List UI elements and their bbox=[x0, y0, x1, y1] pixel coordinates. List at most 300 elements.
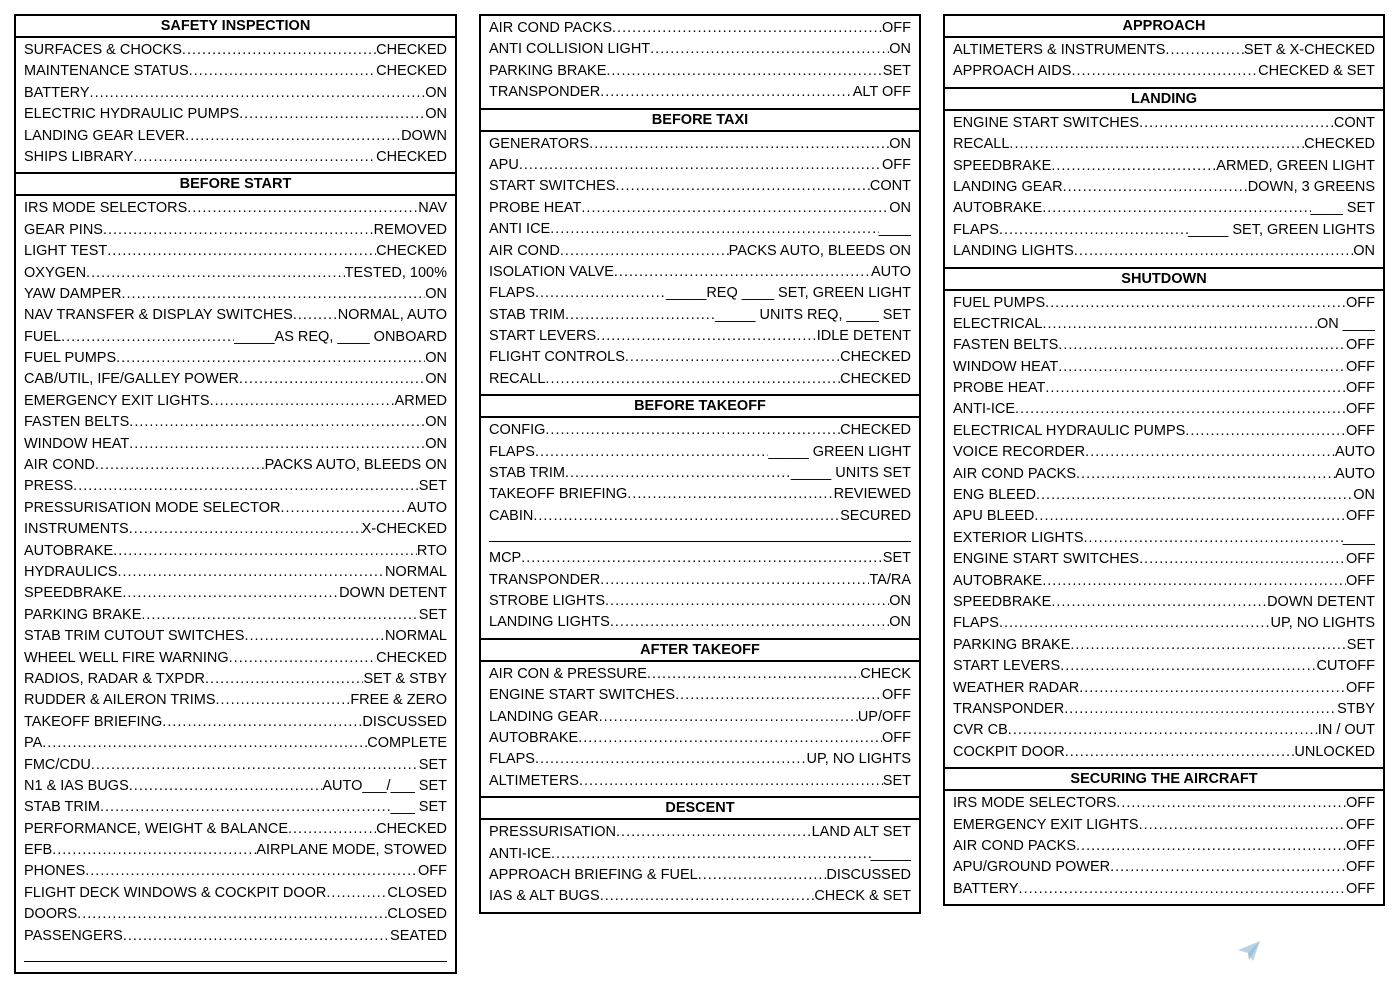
leader-dots bbox=[244, 628, 384, 644]
item-value: CHECKED & SET bbox=[1258, 63, 1375, 80]
item-value: NORMAL bbox=[384, 628, 447, 645]
checklist-item bbox=[24, 885, 447, 906]
leader-dots bbox=[86, 265, 345, 281]
section-after-takeoff bbox=[479, 638, 921, 796]
checklist-item bbox=[489, 41, 911, 62]
leader-dots bbox=[205, 671, 363, 687]
item-value: OFF bbox=[1346, 508, 1375, 525]
item-value: OFF bbox=[1346, 795, 1375, 812]
checklist-item bbox=[953, 401, 1375, 422]
item-label: PHONES bbox=[24, 863, 86, 880]
item-label: IRS MODE SELECTORS bbox=[953, 795, 1117, 812]
item-label: LANDING LIGHTS bbox=[953, 243, 1074, 260]
checklist-item bbox=[24, 564, 447, 585]
checklist-item bbox=[24, 928, 447, 949]
leader-dots bbox=[239, 106, 425, 122]
section-before-start bbox=[14, 172, 457, 974]
section-shutdown bbox=[943, 267, 1385, 768]
item-value: ON bbox=[425, 285, 447, 302]
leader-dots bbox=[565, 465, 791, 481]
leader-dots bbox=[551, 846, 871, 862]
item-label: APPROACH BRIEFING & FUEL bbox=[489, 866, 698, 883]
item-value: CHECKED bbox=[376, 243, 447, 260]
item-value: OFF bbox=[1346, 358, 1375, 375]
item-label: PRESS bbox=[24, 478, 74, 495]
item-label: FMC/CDU bbox=[24, 756, 91, 773]
item-value: CUTOFF bbox=[1316, 658, 1375, 675]
item-label: ENGINE START SWITCHES bbox=[953, 551, 1140, 568]
leader-dots bbox=[116, 350, 425, 366]
item-label: TAKEOFF BRIEFING bbox=[489, 486, 628, 503]
item-label: SPEEDBRAKE bbox=[24, 585, 123, 602]
leader-dots bbox=[600, 84, 853, 100]
checklist-item bbox=[24, 106, 447, 127]
item-label: ANTI COLLISION LIGHT bbox=[489, 41, 651, 58]
checklist-item bbox=[953, 817, 1375, 838]
checklist-item bbox=[24, 265, 447, 286]
checklist-column-left bbox=[14, 14, 457, 974]
checklist-item bbox=[489, 867, 911, 888]
leader-dots bbox=[625, 349, 840, 365]
leader-dots bbox=[533, 508, 840, 524]
checklist-item bbox=[24, 607, 447, 628]
checklist-item bbox=[489, 846, 911, 867]
leader-dots bbox=[229, 650, 376, 666]
item-label: BATTERY bbox=[953, 880, 1019, 897]
checklist-item bbox=[953, 380, 1375, 401]
item-label: GENERATORS bbox=[489, 135, 590, 152]
leader-dots bbox=[1139, 115, 1334, 131]
item-label: PERFORMANCE, WEIGHT & BALANCE bbox=[24, 820, 288, 837]
item-value: ____ bbox=[878, 221, 911, 238]
leader-dots bbox=[545, 371, 840, 387]
leader-dots bbox=[1045, 295, 1346, 311]
section-landing bbox=[943, 87, 1385, 267]
checklist-item bbox=[489, 243, 911, 264]
item-label: STAB TRIM bbox=[24, 799, 100, 816]
item-value: ON bbox=[1353, 243, 1375, 260]
leader-dots bbox=[1074, 243, 1353, 259]
item-value: AUTO bbox=[1334, 444, 1375, 461]
item-value: OFF bbox=[882, 729, 911, 746]
checklist-item bbox=[489, 264, 911, 285]
leader-dots bbox=[521, 550, 883, 566]
item-label: SPEEDBRAKE bbox=[953, 593, 1052, 610]
item-value: STBY bbox=[1337, 700, 1375, 717]
leader-dots bbox=[210, 393, 395, 409]
item-label: VOICE RECORDER bbox=[953, 444, 1086, 461]
item-label: SURFACES & CHOCKS bbox=[24, 42, 182, 58]
item-value: X-CHECKED bbox=[361, 521, 447, 538]
item-value: SEATED bbox=[390, 927, 447, 944]
item-value: UP, NO LIGHTS bbox=[806, 751, 911, 768]
item-label: YAW DAMPER bbox=[24, 285, 122, 302]
checklist-item bbox=[24, 585, 447, 606]
item-value: CONT bbox=[869, 178, 911, 195]
leader-dots bbox=[326, 885, 387, 901]
checklist-item bbox=[24, 778, 447, 799]
item-value: CHECK & SET bbox=[814, 888, 911, 905]
leader-dots bbox=[1058, 337, 1346, 353]
item-value: IN / OUT bbox=[1317, 722, 1375, 739]
leader-dots bbox=[589, 136, 889, 152]
leader-dots bbox=[122, 585, 339, 601]
checklist-item bbox=[953, 680, 1375, 701]
leader-dots bbox=[627, 486, 833, 502]
checklist-item bbox=[489, 307, 911, 328]
item-value: OFF bbox=[1346, 816, 1375, 833]
item-label: AIR COND bbox=[489, 242, 560, 259]
item-label: PRESSURISATION bbox=[489, 824, 617, 841]
item-label: LANDING GEAR bbox=[489, 708, 599, 725]
checklist-item bbox=[953, 337, 1375, 358]
item-value: PACKS AUTO, BLEEDS ON bbox=[728, 242, 911, 259]
item-label: AUTOBRAKE bbox=[953, 200, 1043, 217]
item-label: TRANSPONDER bbox=[489, 571, 601, 588]
item-value: SET bbox=[1346, 636, 1375, 653]
checklist-item bbox=[24, 500, 447, 521]
section-title: BEFORE TAKEOFF bbox=[481, 396, 919, 418]
checklist-item bbox=[489, 178, 911, 199]
item-label: WHEEL WELL FIRE WARNING bbox=[24, 649, 229, 666]
checklist-item bbox=[24, 714, 447, 735]
leader-dots bbox=[650, 41, 889, 57]
item-label: AIR COND PACKS bbox=[489, 20, 613, 36]
item-label: PARKING BRAKE bbox=[24, 606, 142, 623]
checklist-item bbox=[24, 307, 447, 328]
leader-dots bbox=[535, 285, 666, 301]
checklist-item bbox=[489, 136, 911, 157]
leader-dots bbox=[100, 799, 391, 815]
item-value: OFF bbox=[1346, 679, 1375, 696]
leader-dots bbox=[698, 867, 827, 883]
item-label: PRESSURISATION MODE SELECTOR bbox=[24, 499, 281, 516]
item-label: IRS MODE SELECTORS bbox=[24, 200, 188, 217]
leader-dots bbox=[73, 478, 419, 494]
section-title: BEFORE START bbox=[16, 174, 455, 196]
leader-dots bbox=[647, 666, 860, 682]
checklist-item bbox=[24, 821, 447, 842]
item-value: CLOSED bbox=[387, 906, 447, 923]
leader-dots bbox=[129, 521, 362, 537]
checklist-item bbox=[24, 757, 447, 778]
leader-dots bbox=[1110, 859, 1346, 875]
checklist-item bbox=[489, 709, 911, 730]
checklist-item bbox=[24, 628, 447, 649]
section-safety-inspection bbox=[14, 14, 457, 172]
item-label: PA bbox=[24, 735, 43, 752]
leader-dots bbox=[550, 221, 879, 237]
leader-dots bbox=[1063, 179, 1248, 195]
checklist-item bbox=[489, 730, 911, 751]
checklist-item bbox=[489, 422, 911, 443]
item-label: AUTOBRAKE bbox=[24, 542, 114, 559]
checklist-item bbox=[489, 200, 911, 221]
checklist-item bbox=[489, 465, 911, 486]
leader-dots bbox=[578, 730, 882, 746]
item-label: START LEVERS bbox=[489, 328, 597, 345]
leader-dots bbox=[1065, 744, 1295, 760]
leader-dots bbox=[1165, 42, 1244, 58]
item-value: REVIEWED bbox=[833, 486, 911, 503]
checklist-item bbox=[24, 436, 447, 457]
item-value: ON bbox=[889, 41, 911, 58]
item-value: ON bbox=[425, 414, 447, 431]
item-value: SET bbox=[882, 772, 911, 789]
section-title: BEFORE TAXI bbox=[481, 110, 919, 132]
checklist-item bbox=[24, 906, 447, 927]
item-value: SET bbox=[418, 606, 447, 623]
leader-dots bbox=[1058, 359, 1346, 375]
checklist-item bbox=[953, 615, 1375, 636]
leader-dots bbox=[1015, 401, 1346, 417]
item-value: CHECKED bbox=[840, 422, 911, 439]
leader-dots bbox=[1051, 594, 1267, 610]
section-title: SECURING THE AIRCRAFT bbox=[945, 769, 1383, 791]
item-value: AUTO___/___ SET bbox=[322, 777, 447, 794]
item-value: PACKS AUTO, BLEEDS ON bbox=[264, 457, 447, 474]
item-value: OFF bbox=[1346, 422, 1375, 439]
item-label: APU/GROUND POWER bbox=[953, 859, 1111, 876]
item-label: SHIPS LIBRARY bbox=[24, 148, 134, 165]
leader-dots bbox=[614, 264, 871, 280]
item-value: OFF bbox=[1346, 837, 1375, 854]
leader-dots bbox=[42, 735, 367, 751]
item-label: BATTERY bbox=[24, 84, 90, 101]
item-value: UNLOCKED bbox=[1294, 743, 1375, 760]
item-value: CHECK bbox=[860, 665, 911, 682]
leader-dots bbox=[1085, 444, 1335, 460]
item-label: ALTIMETERS & INSTRUMENTS bbox=[953, 42, 1166, 58]
leader-dots bbox=[999, 222, 1188, 238]
leader-dots bbox=[545, 422, 840, 438]
item-value: _____ GREEN LIGHT bbox=[768, 443, 911, 460]
checklist-item bbox=[489, 444, 911, 465]
item-value: CHECKED bbox=[840, 370, 911, 387]
checklist-item bbox=[24, 414, 447, 435]
checklist-item bbox=[24, 799, 447, 820]
checklist-item bbox=[489, 593, 911, 614]
leader-dots bbox=[1060, 658, 1316, 674]
item-label: ISOLATION VALVE bbox=[489, 263, 614, 280]
section-title: APPROACH bbox=[945, 16, 1383, 38]
item-value: REMOVED bbox=[373, 221, 447, 238]
checklist-item bbox=[24, 543, 447, 564]
leader-dots bbox=[1045, 380, 1346, 396]
item-value: SET bbox=[882, 62, 911, 79]
item-label: CONFIG bbox=[489, 422, 546, 439]
checklist-item bbox=[953, 508, 1375, 529]
checklist-item bbox=[24, 63, 447, 84]
checklist-item bbox=[24, 85, 447, 106]
item-value: ____ bbox=[1342, 529, 1375, 546]
leader-dots bbox=[239, 371, 425, 387]
checklist-item bbox=[24, 457, 447, 478]
item-label: STAB TRIM CUTOUT SWITCHES bbox=[24, 628, 245, 645]
leader-dots bbox=[182, 42, 376, 58]
item-label: AUTOBRAKE bbox=[489, 729, 579, 746]
leader-dots bbox=[107, 243, 376, 259]
checklist-item bbox=[489, 20, 911, 41]
item-value: ON bbox=[425, 435, 447, 452]
item-value: OFF bbox=[1346, 401, 1375, 418]
item-value: AUTO bbox=[1334, 465, 1375, 482]
checklist-item bbox=[489, 349, 911, 370]
checklist-column-middle bbox=[479, 14, 921, 914]
item-label: OXYGEN bbox=[24, 264, 87, 281]
item-value: CHECKED bbox=[376, 63, 447, 80]
item-value: CHECKED bbox=[376, 42, 447, 58]
checklist-item bbox=[489, 888, 911, 909]
leader-dots bbox=[1019, 881, 1346, 897]
item-value: ON bbox=[425, 371, 447, 388]
checklist-item bbox=[24, 243, 447, 264]
item-value: AUTO bbox=[406, 499, 447, 516]
checklist-item bbox=[953, 487, 1375, 508]
section-before-takeoff bbox=[479, 394, 921, 638]
checklist-item bbox=[953, 42, 1375, 63]
item-label: PROBE HEAT bbox=[489, 199, 582, 216]
leader-dots bbox=[90, 85, 426, 101]
checklist-item bbox=[489, 84, 911, 105]
item-value: OFF bbox=[1346, 337, 1375, 354]
item-label: MCP bbox=[489, 550, 522, 567]
item-label: STAB TRIM bbox=[489, 306, 565, 323]
checklist-item bbox=[953, 316, 1375, 337]
leader-dots bbox=[535, 444, 768, 460]
item-value: RTO bbox=[416, 542, 447, 559]
item-label: SPEEDBRAKE bbox=[953, 157, 1052, 174]
checklist-item bbox=[489, 285, 911, 306]
item-value: NORMAL, AUTO bbox=[337, 307, 447, 324]
leader-dots bbox=[1076, 838, 1346, 854]
checklist-item bbox=[953, 881, 1375, 902]
section-title: LANDING bbox=[945, 89, 1383, 111]
item-label: AIR CON & PRESSURE bbox=[489, 665, 647, 682]
leader-dots bbox=[1116, 795, 1346, 811]
checklist-item bbox=[489, 687, 911, 708]
item-value: ON bbox=[425, 350, 447, 367]
item-value: CHECKED bbox=[376, 649, 447, 666]
item-label: TRANSPONDER bbox=[953, 700, 1065, 717]
item-label: INSTRUMENTS bbox=[24, 521, 129, 538]
leader-dots bbox=[1079, 680, 1346, 696]
item-value: ON bbox=[889, 135, 911, 152]
leader-dots bbox=[1051, 158, 1216, 174]
checklist-item bbox=[24, 200, 447, 221]
item-value: DOWN bbox=[401, 127, 447, 144]
item-label: TAKEOFF BRIEFING bbox=[24, 713, 163, 730]
item-value: SET & STBY bbox=[363, 670, 447, 687]
checklist-item bbox=[24, 863, 447, 884]
leader-dots bbox=[596, 328, 817, 344]
item-label: N1 & IAS BUGS bbox=[24, 777, 129, 794]
item-value: DOWN DETENT bbox=[1267, 593, 1375, 610]
checklist-item bbox=[24, 222, 447, 243]
leader-dots bbox=[1076, 466, 1335, 482]
item-value: UP, NO LIGHTS bbox=[1270, 615, 1375, 632]
checklist-item bbox=[24, 692, 447, 713]
checklist-item bbox=[953, 115, 1375, 136]
item-value: _____ SET, GREEN LIGHTS bbox=[1188, 221, 1375, 238]
item-label: HYDRAULICS bbox=[24, 563, 118, 580]
item-label: NAV TRANSFER & DISPLAY SWITCHES bbox=[24, 307, 293, 324]
item-label: RUDDER & AILERON TRIMS bbox=[24, 692, 216, 709]
checklist-item bbox=[489, 666, 911, 687]
leader-dots bbox=[187, 200, 418, 216]
leader-dots bbox=[85, 863, 418, 879]
section-before-taxi bbox=[479, 108, 921, 395]
item-value: CLOSED bbox=[387, 884, 447, 901]
leader-dots bbox=[1084, 530, 1343, 546]
item-value: OFF bbox=[1346, 551, 1375, 568]
leader-dots bbox=[581, 200, 889, 216]
leader-dots bbox=[52, 842, 256, 858]
item-value: _____ bbox=[870, 845, 911, 862]
leader-dots bbox=[121, 286, 425, 302]
leader-dots bbox=[610, 614, 889, 630]
item-label: LANDING GEAR bbox=[953, 178, 1063, 195]
checklist-item bbox=[953, 295, 1375, 316]
section-securing-the-aircraft bbox=[943, 767, 1385, 906]
checklist-item bbox=[489, 824, 911, 845]
item-label: APPROACH AIDS bbox=[953, 63, 1072, 80]
item-label: FLAPS bbox=[489, 751, 535, 768]
leader-dots bbox=[1185, 423, 1346, 439]
leader-dots bbox=[77, 906, 387, 922]
item-value: NORMAL bbox=[384, 563, 447, 580]
checklist-item bbox=[953, 658, 1375, 679]
item-value: ON ____ bbox=[1316, 315, 1375, 332]
checklist-item bbox=[24, 671, 447, 692]
item-label: FUEL bbox=[24, 328, 62, 345]
item-value: OFF bbox=[1346, 880, 1375, 897]
leader-dots bbox=[141, 607, 418, 623]
checklist-item bbox=[24, 371, 447, 392]
leader-dots bbox=[129, 778, 323, 794]
section-title: SAFETY INSPECTION bbox=[16, 16, 455, 38]
item-label: START SWITCHES bbox=[489, 178, 616, 195]
leader-dots bbox=[606, 63, 882, 79]
item-label: PARKING BRAKE bbox=[953, 636, 1071, 653]
leader-dots bbox=[560, 243, 729, 259]
item-label: ELECTRIC HYDRAULIC PUMPS bbox=[24, 106, 240, 123]
item-label: PASSENGERS bbox=[24, 927, 123, 944]
leader-dots bbox=[612, 20, 882, 36]
item-value: ____ SET bbox=[1310, 200, 1375, 217]
item-label: GEAR PINS bbox=[24, 221, 103, 238]
leader-dots bbox=[599, 709, 858, 725]
checklist-item bbox=[489, 63, 911, 84]
item-value: DISCUSSED bbox=[362, 713, 447, 730]
item-label: APU bbox=[489, 156, 519, 173]
checklist-item bbox=[953, 222, 1375, 243]
checklist-item bbox=[489, 486, 911, 507]
item-value: UP/OFF bbox=[857, 708, 911, 725]
item-value: CHECKED bbox=[376, 820, 447, 837]
checklist-item bbox=[489, 508, 911, 529]
item-value: ALT OFF bbox=[852, 84, 911, 101]
item-value: ON bbox=[425, 106, 447, 123]
section-title: DESCENT bbox=[481, 798, 919, 820]
leader-dots bbox=[519, 157, 882, 173]
item-label: COCKPIT DOOR bbox=[953, 743, 1065, 760]
checklist-item bbox=[24, 735, 447, 756]
item-label: FLIGHT CONTROLS bbox=[489, 349, 625, 366]
signature-line bbox=[24, 949, 447, 962]
item-value: NAV bbox=[418, 200, 447, 217]
checklist-item bbox=[24, 842, 447, 863]
